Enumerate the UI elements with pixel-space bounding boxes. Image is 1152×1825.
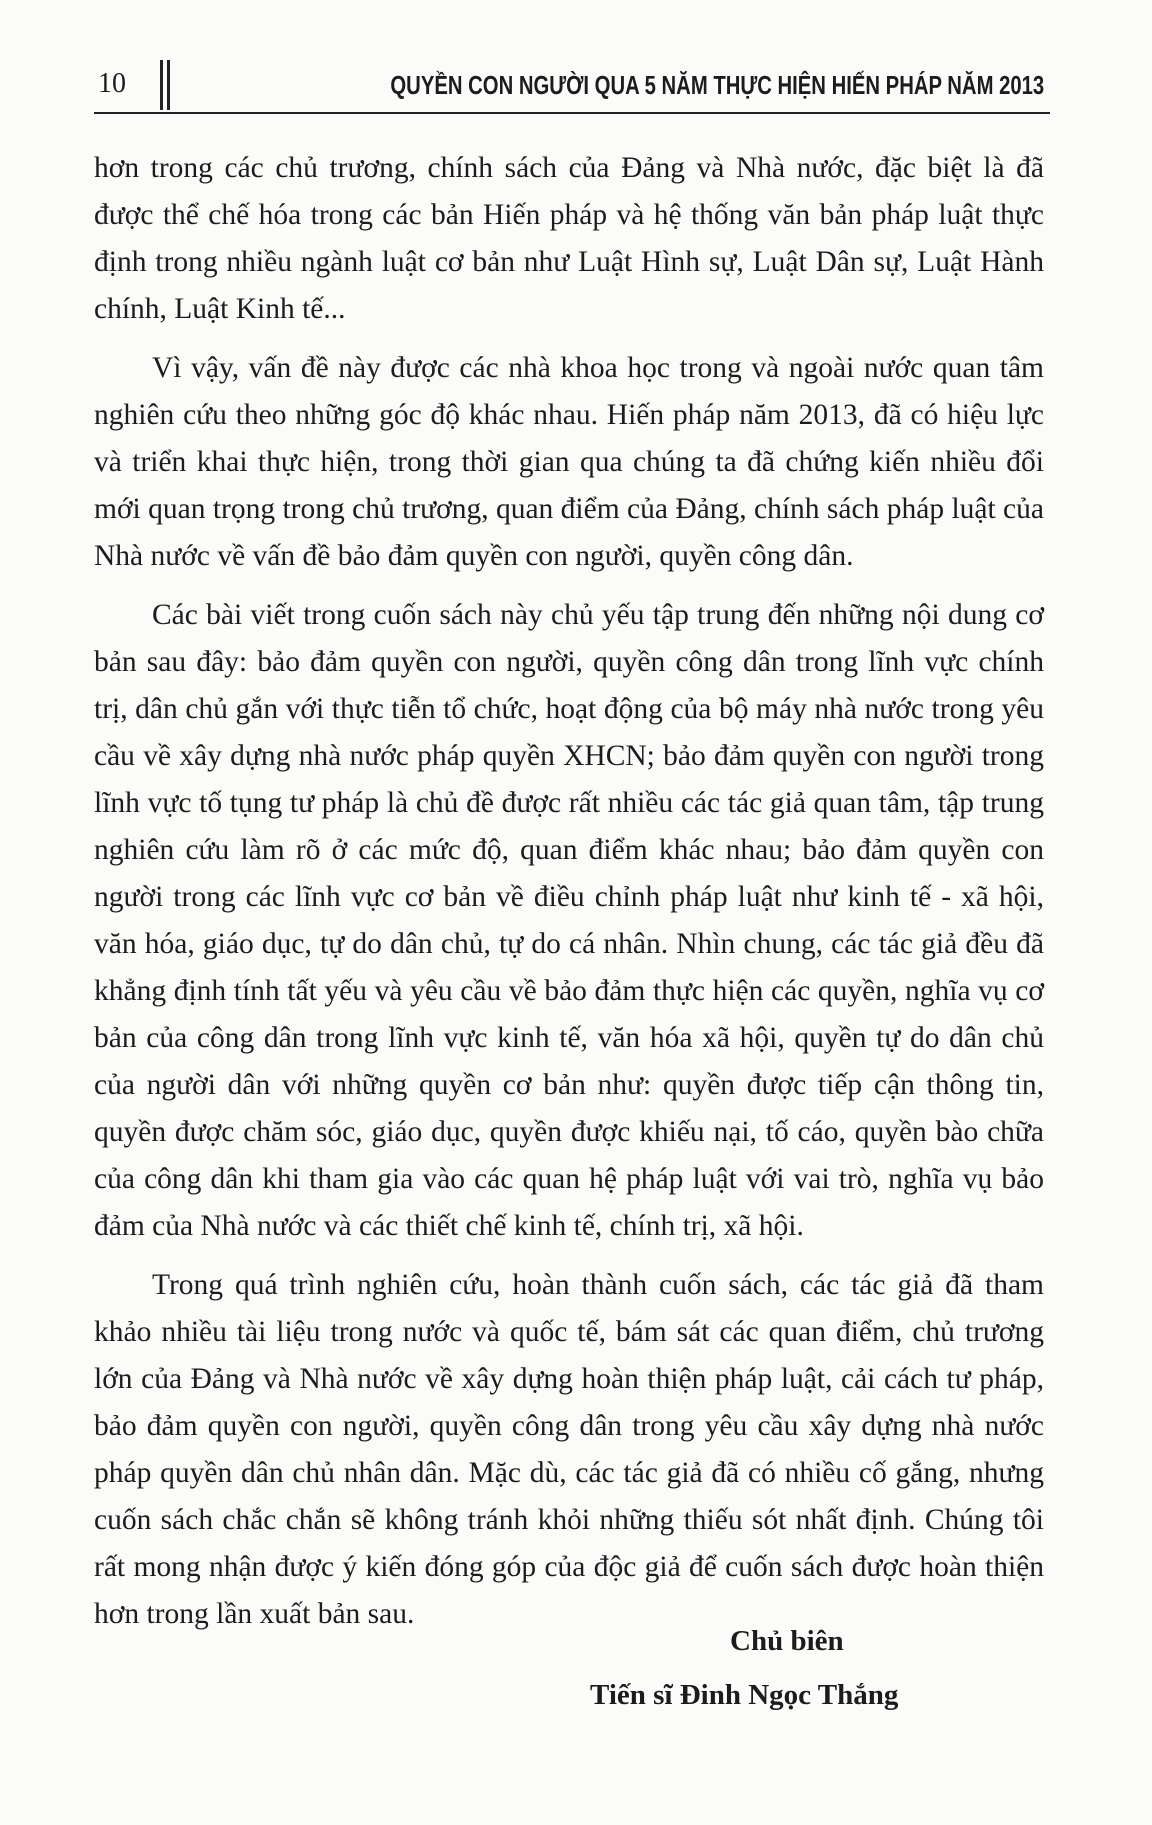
paragraph: Trong quá trình nghiên cứu, hoàn thành cuốn sách, các tác giả đã tham khảo nhiều tài liệu trong nước và quốc tế, bám sát các quan điểm, chủ trương lớn của Đảng và Nhà nước về xây dựng hoàn thiện pháp luật, cải cách tư pháp, bảo đảm quyền con người, quyền công dân trong yêu cầu xây dựng nhà nước pháp quyền dân chủ nhân dân. Mặc dù, các tác giả đã có nhiều cố gắng, nhưng cuốn sách chắc chắn sẽ không tránh khỏi những thiếu sót nhất định. Chúng tôi rất mong nhận được ý kiến đóng góp của độc giả để cuốn sách được hoàn thiện hơn trong lần xuất bản sau.	[94, 1269, 1044, 1630]
signature-block	[560, 1614, 980, 1722]
signature-name: Tiến sĩ Đinh Ngọc Thắng	[590, 1679, 899, 1711]
header-separator-bar	[167, 60, 170, 110]
main-text	[94, 145, 1044, 1650]
running-title: QUYỀN CON NGƯỜI QUA 5 NĂM THỰC HIỆN HIẾN PHÁP NĂM 2013	[390, 70, 1044, 100]
paragraph: Các bài viết trong cuốn sách này chủ yếu tập trung đến những nội dung cơ bản sau đây: bảo đảm quyền con người, quyền công dân trong lĩnh vực chính trị, dân chủ gắn với thực tiễn tổ chức, hoạt động của bộ máy nhà nước trong yêu cầu về xây dựng nhà nước pháp quyền XHCN; bảo đảm quyền con người trong lĩnh vực tố tụng tư pháp là chủ đề được rất nhiều các tác giả quan tâm, tập trung nghiên cứu làm rõ ở các mức độ, quan điểm khác nhau; bảo đảm quyền con người trong các lĩnh vực cơ bản về điều chỉnh pháp luật như kinh tế - xã hội, văn hóa, giáo dục, tự do dân chủ, tự do cá nhân. Nhìn chung, các tác giả đều đã khẳng định tính tất yếu và yêu cầu về bảo đảm thực hiện các quyền, nghĩa vụ cơ bản của công dân trong lĩnh vực kinh tế, văn hóa xã hội, quyền tự do dân chủ của người dân với những quyền cơ bản như: quyền được tiếp cận thông tin, quyền được chăm sóc, giáo dục, quyền được khiếu nại, tố cáo, quyền bào chữa của công dân khi tham gia vào các quan hệ pháp luật với vai trò, nghĩa vụ bảo đảm của Nhà nước và các thiết chế kinh tế, chính trị, xã hội.	[94, 599, 1044, 1242]
paragraph: hơn trong các chủ trương, chính sách của Đảng và Nhà nước, đặc biệt là đã được thể chế hóa trong các bản Hiến pháp và hệ thống văn bản pháp luật thực định trong nhiều ngành luật cơ bản như Luật Hình sự, Luật Dân sự, Luật Hành chính, Luật Kinh tế...	[94, 152, 1044, 325]
page-number: 10	[98, 68, 126, 99]
header-separator-bar	[160, 60, 163, 110]
signature-role: Chủ biên	[730, 1625, 844, 1657]
paragraph: Vì vậy, vấn đề này được các nhà khoa học trong và ngoài nước quan tâm nghiên cứu theo những góc độ khác nhau. Hiến pháp năm 2013, đã có hiệu lực và triển khai thực hiện, trong thời gian qua chúng ta đã chứng kiến nhiều đổi mới quan trọng trong chủ trương, quan điểm của Đảng, chính sách pháp luật của Nhà nước về vấn đề bảo đảm quyền con người, quyền công dân.	[94, 352, 1044, 572]
page-header	[94, 52, 1050, 114]
